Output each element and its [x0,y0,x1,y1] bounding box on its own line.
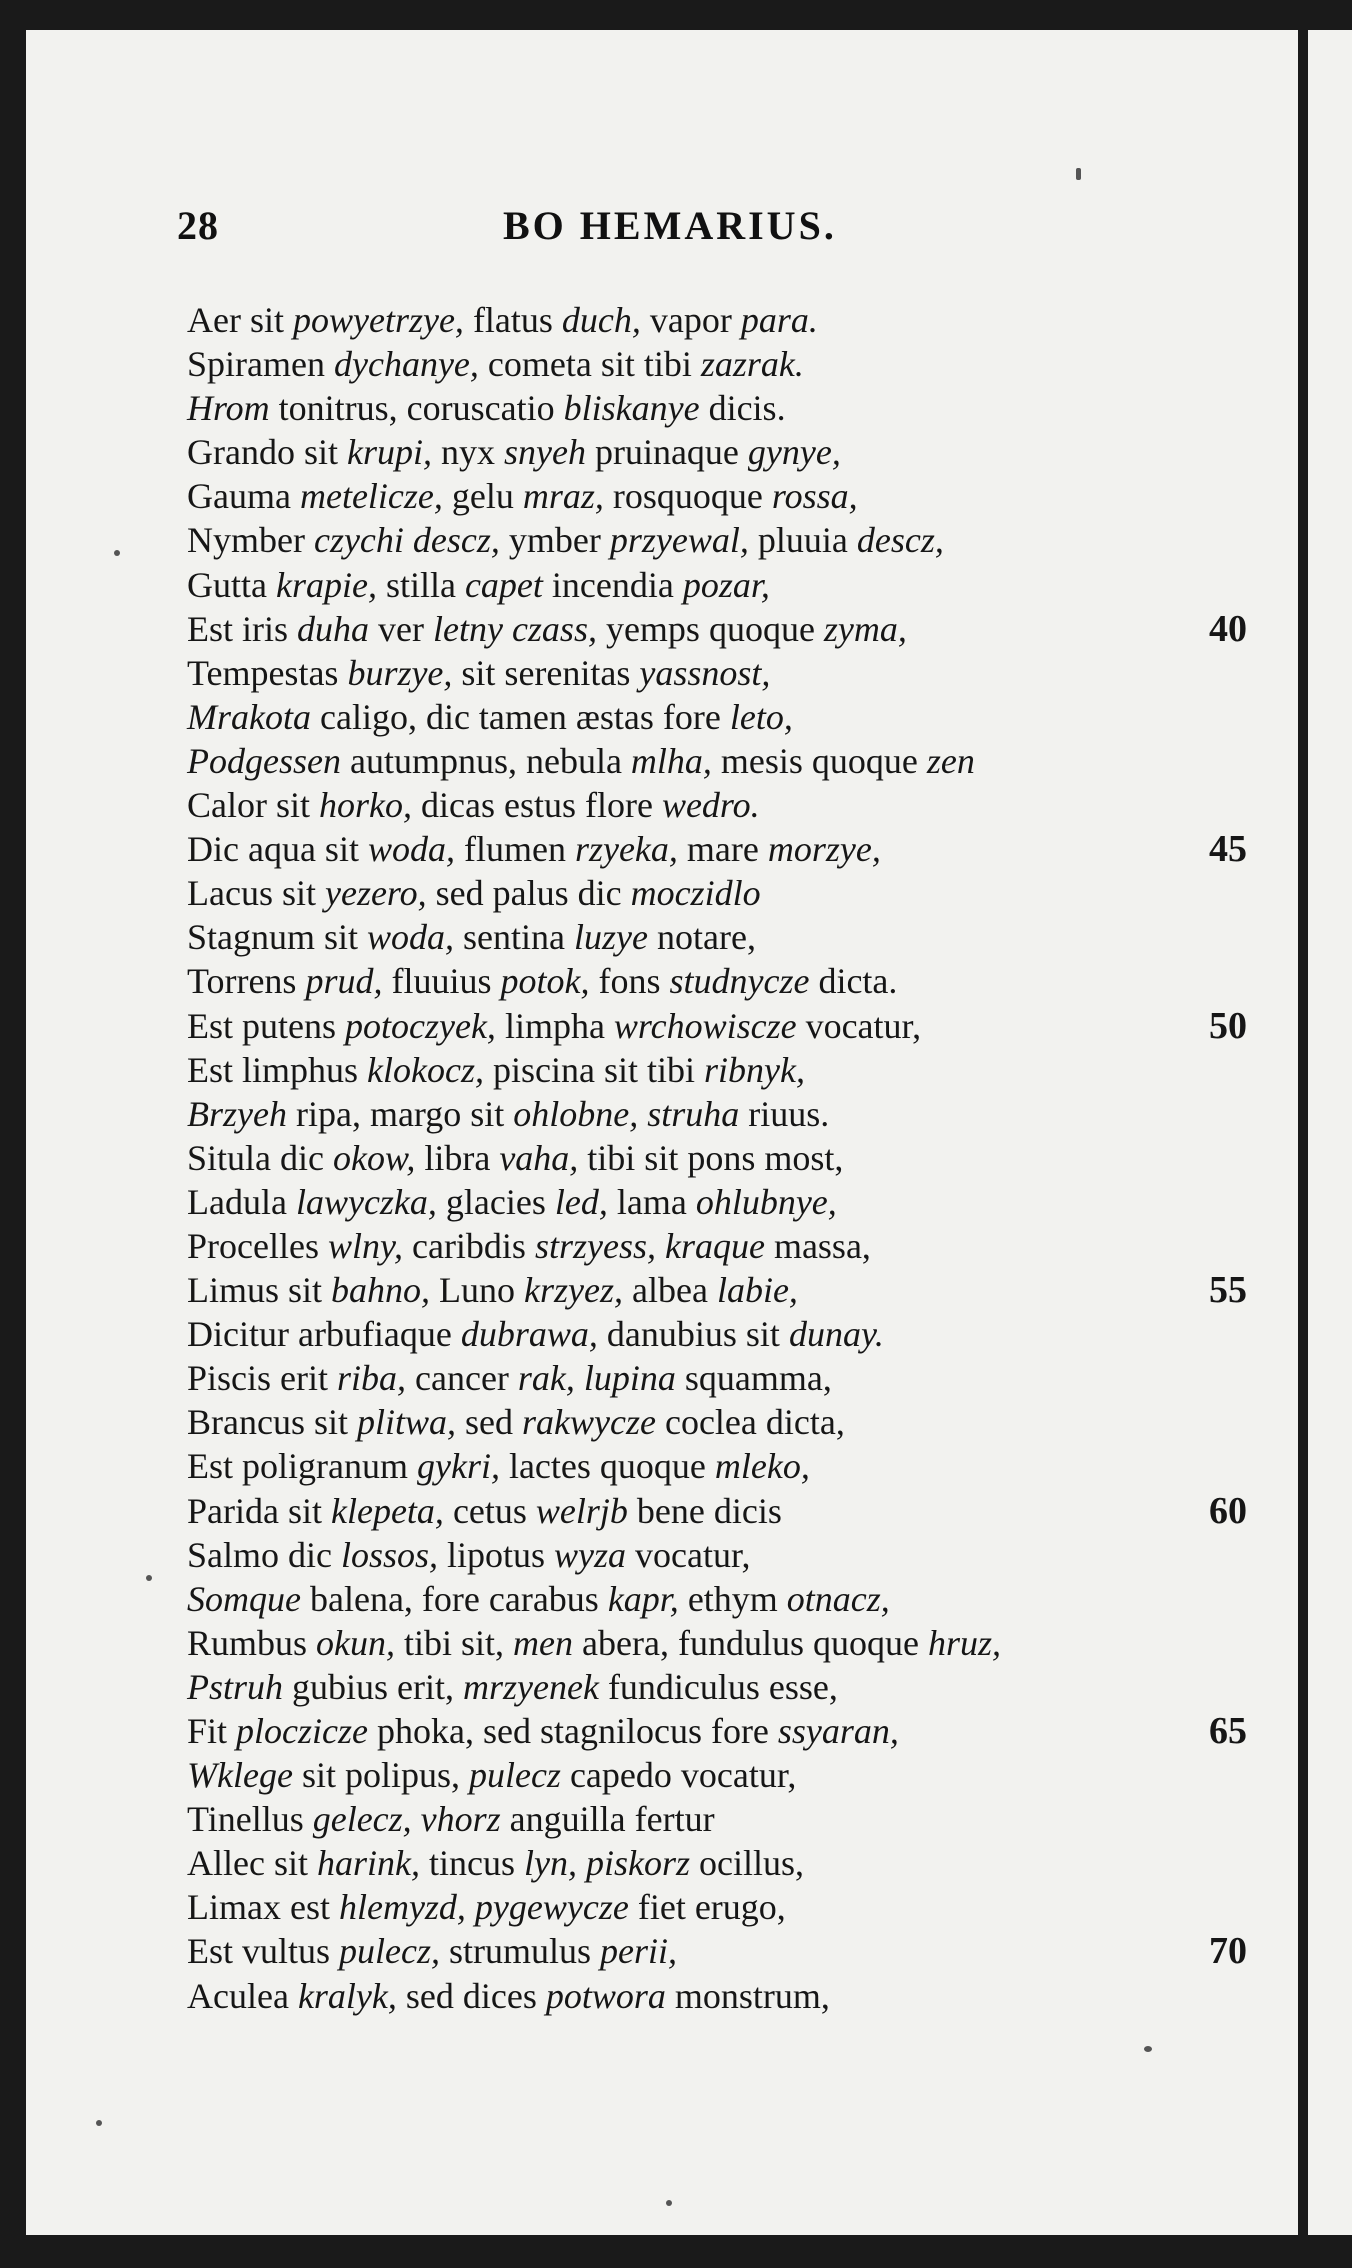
bohemian-word: plitwa, [356,1402,457,1443]
print-speck [96,2120,102,2126]
bohemian-word: dychanye, [333,344,479,385]
bohemian-word: duch, [561,300,641,340]
latin-text: Torrens [187,961,306,1002]
bohemian-word: przyewal, [609,520,749,561]
bohemian-word: powyetrzye, [292,300,464,340]
bohemian-word: potwora [545,1975,666,2016]
latin-text: stilla [376,564,465,605]
latin-text: capedo vocatur, [560,1755,797,1796]
latin-text: bene dicis [627,1490,782,1531]
latin-text: cancer [406,1358,518,1399]
bohemian-word: luzye [574,917,648,958]
bohemian-word: gykri, [416,1446,500,1487]
latin-text: monstrum, [665,1975,830,2016]
latin-text: flumen [454,829,575,870]
verse-line [187,871,1267,915]
latin-text: Est poligranum [187,1446,417,1487]
verse-line [187,1841,1267,1885]
bohemian-word: krupi, [346,432,432,473]
latin-text: ethym [678,1578,787,1619]
bohemian-word: Brzyeh [187,1093,287,1134]
bohemian-word: krapie, [275,564,377,605]
book-page [26,30,1298,2235]
latin-text: Aer sit [187,300,293,340]
verse-line [187,1665,1267,1709]
latin-text: squamma, [675,1358,832,1399]
bohemian-word: kralyk, [297,1975,397,2016]
line-number: 55 [1209,1269,1247,1312]
verse-line [187,1312,1267,1356]
bohemian-word: zazrak. [700,344,804,385]
bohemian-word: krzyez, [524,1270,623,1311]
bohemian-word: prud, [305,961,383,1002]
verse-line [187,651,1267,695]
verse-line [187,695,1267,739]
latin-text: Brancus sit [187,1402,357,1443]
bohemian-word: rzyeka, [574,829,678,870]
latin-text: piscina sit tibi [483,1049,704,1090]
bohemian-word: okow, [333,1137,416,1178]
latin-text: Est iris [187,608,298,649]
latin-text: Parida sit [187,1490,331,1531]
latin-text: Calor sit [187,785,319,826]
latin-text: Luno [430,1270,525,1311]
verse-line [187,783,1267,827]
latin-text: cometa sit tibi [478,344,701,385]
bohemian-word: para. [740,300,818,340]
latin-text: strumulus [439,1931,600,1972]
latin-text: albea [623,1270,717,1311]
bohemian-word: rakwycze [522,1402,656,1443]
latin-text: sentina [454,917,575,958]
latin-text: dicas estus flore [412,785,662,826]
verse-line [187,1400,1267,1444]
bohemian-word: pulecz, [339,1931,440,1972]
latin-text: caligo, dic tamen æstas fore [310,696,730,737]
bohemian-word: wedro. [661,785,760,826]
latin-text: fons [589,961,670,1002]
bohemian-word: studnycze [669,961,810,1002]
verse-line [187,563,1267,607]
bohemian-word: wrchowiscze [613,1005,797,1046]
bohemian-word: Mrakota [187,696,311,737]
latin-text: abera, fundulus quoque [573,1622,928,1663]
latin-text: Stagnum sit [187,917,368,958]
latin-text: vapor [640,300,741,340]
verse-line [187,1092,1267,1136]
poem-text [187,298,1267,2018]
bohemian-word: zen [926,740,975,781]
latin-text: Tempestas [187,652,348,693]
bohemian-word: leto, [729,696,793,737]
facing-page-edge [1308,30,1352,2235]
line-number: 50 [1209,1004,1247,1047]
latin-text: Est vultus [187,1931,340,1972]
bohemian-word: dunay. [788,1314,884,1355]
bohemian-word: Somque [187,1578,301,1619]
latin-text: flatus [463,300,562,340]
bohemian-word: perii, [600,1931,677,1972]
verse-line [187,1268,1267,1312]
verse-line [187,827,1267,871]
latin-text: Allec sit [187,1843,317,1884]
bohemian-word: Wklege [187,1755,293,1796]
bohemian-word: lossos, [340,1534,439,1575]
latin-text: Limus sit [187,1270,332,1311]
bohemian-word: okun, [316,1622,396,1663]
latin-text: Aculea [187,1975,298,2016]
verse-line [187,1136,1267,1180]
latin-text: phoka, sed stagnilocus fore [368,1711,778,1751]
latin-text: Lacus sit [187,873,325,914]
latin-text: anguilla fertur [500,1799,715,1840]
bohemian-word: ohlubnye, [695,1181,837,1222]
verse-line [187,342,1267,386]
bohemian-word: woda, [367,917,455,958]
bohemian-word: horko, [319,785,412,826]
bohemian-word: zyma, [823,608,907,649]
bohemian-word: letny czass, [432,608,597,649]
latin-text: Est putens [187,1005,345,1046]
latin-text: sed palus dic [426,873,631,914]
bohemian-word: moczidlo [630,873,761,914]
bohemian-word: vaha, [499,1137,579,1178]
bohemian-word: yassnost, [639,652,771,693]
bohemian-word: duha [297,608,370,649]
verse-line [187,430,1267,474]
bohemian-word: potok, [500,961,590,1002]
latin-text: tibi sit, [395,1622,514,1663]
bohemian-word: lawyczka, [295,1181,437,1222]
bohemian-word: ribnyk, [703,1049,805,1090]
latin-text: Rumbus [187,1622,317,1663]
latin-text: lama [607,1181,696,1222]
bohemian-word: morzye, [767,829,881,870]
verse-line [187,1885,1267,1929]
bohemian-word: riba, [337,1358,407,1399]
latin-text: Est limphus [187,1049,368,1090]
latin-text: danubius sit [597,1314,789,1355]
page-header [26,202,1298,258]
verse-line [187,386,1267,430]
verse-line [187,739,1267,783]
print-speck [114,550,120,556]
verse-line [187,1753,1267,1797]
bohemian-word: pozar, [682,564,770,605]
latin-text: mesis quoque [711,740,927,781]
latin-text: vocatur, [796,1005,922,1046]
bohemian-word: wyza [554,1534,627,1575]
latin-text: Salmo dic [187,1534,341,1575]
bohemian-word: lyn, piskorz [523,1843,690,1884]
latin-text: ripa, margo sit [286,1093,514,1134]
bohemian-word: Pstruh [187,1666,284,1707]
latin-text: cetus [443,1490,536,1531]
line-number: 70 [1209,1930,1247,1973]
latin-text: ocillus, [689,1843,804,1884]
bohemian-word: czychi descz, [313,520,500,561]
latin-text: pruinaque [585,432,748,473]
bohemian-word: Hrom [187,388,270,429]
latin-text: Gauma [187,476,300,517]
bohemian-word: harink, [316,1843,420,1884]
latin-text: Procelles [187,1225,328,1266]
latin-text: Dic aqua sit [187,829,368,870]
latin-text: sit serenitas [452,652,640,693]
bohemian-word: bliskanye [563,388,700,429]
bohemian-word: snyeh [503,432,586,473]
verse-line [187,1621,1267,1665]
print-speck [666,2200,672,2206]
latin-text: Nymber [187,520,314,561]
line-number: 60 [1209,1489,1247,1532]
verse-line [187,1224,1267,1268]
bohemian-word: gelecz, vhorz [312,1799,501,1840]
latin-text: mare [677,829,768,870]
latin-text: sed dices [396,1975,546,2016]
latin-text: sed [456,1402,523,1443]
latin-text: notare, [648,917,756,958]
bohemian-word: bahno, [331,1270,431,1311]
verse-line [187,1974,1267,2018]
bohemian-word: kapr, [607,1578,679,1619]
bohemian-word: yezero, [324,873,427,914]
latin-text: incendia [542,564,683,605]
latin-text: Limax est [187,1887,339,1928]
latin-text: coclea dicta, [655,1402,845,1443]
bohemian-word: gynye, [747,432,841,473]
latin-text: Ladula [187,1181,296,1222]
page-number: 28 [177,203,219,248]
bohemian-word: hruz, [927,1622,1001,1663]
bohemian-word: woda, [367,829,455,870]
latin-text: limpha [495,1005,614,1046]
verse-line [187,1356,1267,1400]
latin-text: glacies [436,1181,555,1222]
bohemian-word: pulecz [468,1755,561,1796]
bohemian-word: Podgessen [187,740,341,781]
latin-text: fluuius [382,961,501,1002]
bohemian-word: potoczyek, [345,1005,496,1046]
bohemian-word: mrzyenek [463,1666,599,1707]
bohemian-word: otnacz, [786,1578,890,1619]
latin-text: Spiramen [187,344,334,385]
latin-text: ymber [499,520,610,561]
verse-line [187,607,1267,651]
verse-line [187,1489,1267,1533]
latin-text: Situla dic [187,1137,333,1178]
verse-line [187,1180,1267,1224]
latin-text: balena, fore carabus [300,1578,608,1619]
line-number: 40 [1209,607,1247,650]
latin-text: gelu [442,476,523,517]
verse-line [187,915,1267,959]
verse-line [187,518,1267,562]
latin-text: Grando sit [187,432,347,473]
latin-text: rosquoque [603,476,772,517]
verse-line [187,1929,1267,1973]
latin-text: autumpnus, nebula [340,740,631,781]
latin-text: dicis. [699,388,786,429]
verse-line [187,1533,1267,1577]
latin-text: dicta. [809,961,898,1002]
print-speck [146,1575,152,1581]
latin-text: sit polipus, [292,1755,469,1796]
print-speck [1076,168,1081,180]
line-number: 45 [1209,828,1247,871]
latin-text: vocatur, [626,1534,751,1575]
latin-text: riuus. [739,1093,830,1134]
verse-line [187,298,1267,342]
verse-line [187,474,1267,518]
verse-line [187,1004,1267,1048]
latin-text: Fit [187,1711,237,1751]
bohemian-word: labie, [716,1270,798,1311]
latin-text: ver [369,608,433,649]
bohemian-word: mlha, [630,740,712,781]
bohemian-word: dubrawa, [460,1314,598,1355]
latin-text: Piscis erit [187,1358,337,1399]
latin-text: lipotus [438,1534,555,1575]
bohemian-word: klokocz, [367,1049,484,1090]
bohemian-word: welrjb [535,1490,628,1531]
bohemian-word: men [513,1622,574,1663]
latin-text: libra [415,1137,500,1178]
verse-line [187,1577,1267,1621]
bohemian-word: klepeta, [330,1490,444,1531]
latin-text: fiet erugo, [628,1887,786,1928]
verse-line [187,1797,1267,1841]
latin-text: yemps quoque [596,608,824,649]
running-title: BO HEMARIUS. [503,203,837,248]
verse-line [187,1709,1267,1753]
bohemian-word: hlemyzd, pygewycze [338,1887,629,1928]
bohemian-word: descz, [856,520,944,561]
verse-line [187,959,1267,1003]
latin-text: Dicitur arbufiaque [187,1314,461,1355]
bohemian-word: mleko, [714,1446,810,1487]
bohemian-word: ssyaran, [777,1711,899,1751]
latin-text: gubius erit, [283,1666,463,1707]
latin-text: nyx [431,432,504,473]
latin-text: tonitrus, coruscatio [269,388,564,429]
latin-text: Tinellus [187,1799,313,1840]
bohemian-word: ohlobne, struha [513,1093,740,1134]
bohemian-word: ploczicze [236,1711,368,1751]
bohemian-word: led, [554,1181,608,1222]
line-number: 65 [1209,1710,1247,1752]
latin-text: caribdis [402,1225,535,1266]
bohemian-word: metelicze, [299,476,443,517]
bohemian-word: wlny, [327,1225,403,1266]
bohemian-word: rossa, [771,476,858,517]
latin-text: tibi sit pons most, [578,1137,844,1178]
verse-line [187,1048,1267,1092]
latin-text: Gutta [187,564,276,605]
bohemian-word: capet [464,564,543,605]
latin-text: fundiculus esse, [598,1666,838,1707]
bohemian-word: rak, lupina [517,1358,676,1399]
latin-text: pluuia [748,520,857,561]
bohemian-word: burzye, [347,652,453,693]
verse-line [187,1444,1267,1488]
bohemian-word: mraz, [522,476,604,517]
print-speck [1144,2046,1152,2052]
latin-text: lactes quoque [499,1446,715,1487]
bohemian-word: strzyess, kraque [534,1225,765,1266]
latin-text: tincus [419,1843,524,1884]
latin-text: massa, [764,1225,871,1266]
